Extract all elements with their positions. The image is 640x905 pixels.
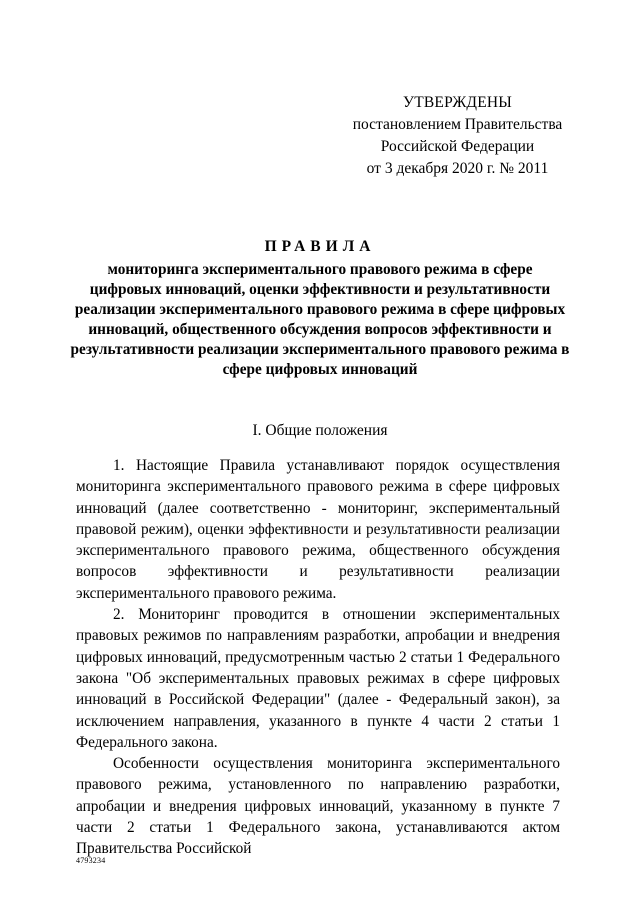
approval-line-country: Российской Федерации [380,138,535,155]
approval-block [350,92,565,180]
document-subtitle: мониторинга экспериментального правового режима в сфере цифровых инноваций, оценки эффективности и результативности реализации экспериментального правового режима в сфере цифровых инноваций, общественного обсуждения вопросов эффективности и результативности реализации экспериментального правового режима в сфере цифровых инноваций [70,261,570,378]
paragraph-2: 2. Мониторинг проводится в отношении экспериментальных правовых режимов по направлениям разработки, апробации и внедрения цифровых инноваций, предусмотренным частью 2 статьи 1 Федерального закона "Об экспериментальных правовых режимах в сфере цифровых инноваций в Российской Федерации" (далее - Федеральный закон), за исключением направления, указанного в пункте 4 части 2 статьи 1 Федерального закона. [76,606,560,751]
approval-line-date-number: от 3 декабря 2020 г. № 2011 [366,160,549,177]
paragraph-1: 1. Настоящие Правила устанавливают порядок осуществления мониторинга экспериментального правового режима в сфере цифровых инноваций (далее соответственно - мониторинг, экспериментальный правовой режим), оценки эффективности и результативности реализации экспериментального правового режима, общественного обсуждения вопросов эффективности и результативности реализации экспериментального правового режима. [76,457,560,602]
approval-heading: УТВЕРЖДЕНЫ [403,94,512,111]
paragraph-3: Особенности осуществления мониторинга экспериментального правового режима, установленного по направлению разработки, апробации и внедрения цифровых инноваций, указанному в пункте 7 части 2 статьи 1 Федерального закона, устанавливаются актом Правительства Российской [76,755,560,858]
document-code: 4793234 [76,856,106,865]
section-heading: I. Общие положения [252,422,388,439]
approval-line-resolution: постановлением Правительства [352,116,563,133]
document-body [76,455,560,860]
document-title: ПРАВИЛА [264,238,376,255]
